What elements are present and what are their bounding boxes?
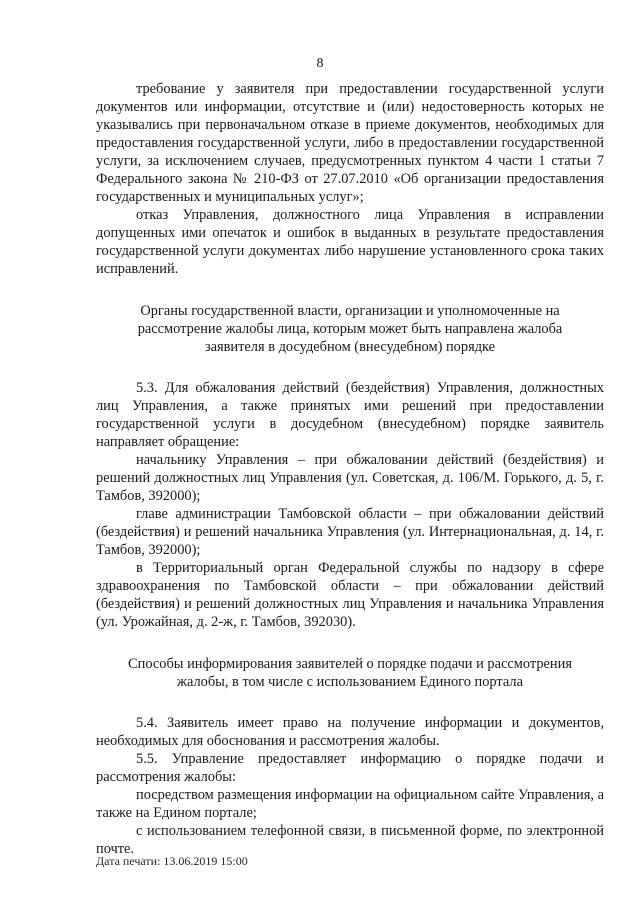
page-number: 8: [316, 56, 324, 71]
document-body: [96, 80, 604, 858]
paragraph-5-5: 5.5. Управление предоставляет информацию о порядке подачи и рассмотрения жалобы:: [96, 751, 604, 785]
paragraph-5-3: 5.3. Для обжалования действий (бездействия) Управления, должностных лиц Управления, а также принятых ими решений при предоставлении государственной услуги в досудебном (внесудебном) порядке заявитель направляет обращение:: [96, 380, 604, 450]
paragraph-5-4: 5.4. Заявитель имеет право на получение информации и документов, необходимых для обоснования и рассмотрения жалобы.: [96, 715, 604, 749]
print-date: Дата печати: 13.06.2019 15:00: [96, 854, 248, 868]
paragraph-regional-governor: главе администрации Тамбовской области – при обжаловании действий (бездействия) и решений начальника Управления (ул. Интернациональная, д. 14, г. Тамбов, 392000);: [96, 506, 604, 558]
paragraph-federal-service: в Территориальный орган Федеральной службы по надзору в сфере здравоохранения по Тамбовской области – при обжаловании действий (бездействия) и решений должностных лиц Управления и начальника Управления (ул. Урожайная, д. 2-ж, г. Тамбов, 392030).: [96, 560, 604, 630]
paragraph-refusal-corrections: отказ Управления, должностного лица Управления в исправлении допущенных ими опечаток и ошибок в выданных в результате предоставления государственной услуги документах либо нарушение установленного срока таких исправлений.: [96, 207, 604, 277]
paragraph-head-of-department: начальнику Управления – при обжаловании действий (бездействия) и решений должностных лиц Управления (ул. Советская, д. 106/М. Горького, д. 5, г. Тамбов, 392000);: [96, 452, 604, 504]
section-heading-authorities: Органы государственной власти, организации и уполномоченные на рассмотрение жалобы лица, которым может быть направлена жалоба заявителя в досудебном (внесудебном) порядке: [137, 303, 563, 355]
section-heading-informing: Способы информирования заявителей о порядке подачи и рассмотрения жалобы, в том числе с использованием Единого портала: [128, 656, 572, 690]
paragraph-requirement-documents: требование у заявителя при предоставлении государственной услуги документов или информации, отсутствие и (или) недостоверность которых не указывались при первоначальном отказе в приеме документов, необходимых для предоставления государственной услуги, либо в предоставлении государственной услуги, за исключением случаев, предусмотренных пунктом 4 части 1 статьи 7 Федерального закона № 210-ФЗ от 27.07.2010 «Об организации предоставления государственных и муниципальных услуг»;: [96, 81, 604, 205]
paragraph-phone-mail: с использованием телефонной связи, в письменной форме, по электронной почте.: [96, 823, 604, 857]
paragraph-official-site: посредством размещения информации на официальном сайте Управления, а также на Едином портале;: [96, 787, 604, 821]
